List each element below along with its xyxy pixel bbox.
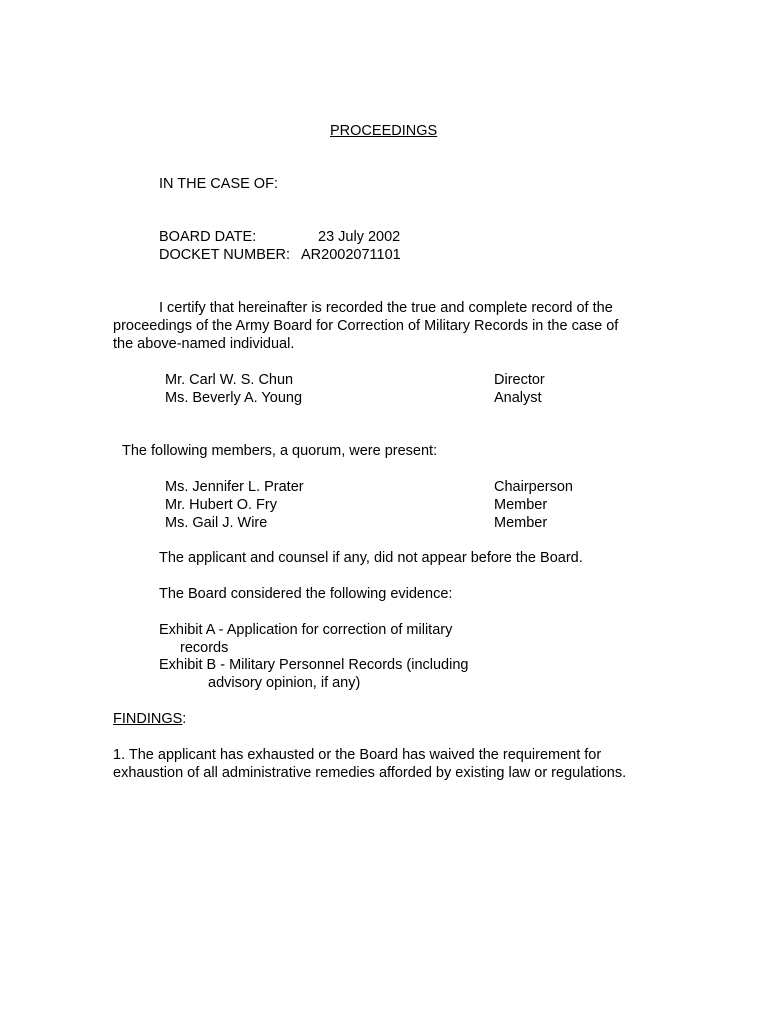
docket-number-label: DOCKET NUMBER: [159, 247, 291, 263]
findings-label: FINDINGS [113, 711, 183, 727]
board-date-value: 23 July 2002 [318, 229, 401, 245]
member-name: Ms. Gail J. Wire [165, 515, 268, 531]
member-name: Mr. Hubert O. Fry [165, 497, 277, 513]
member-name: Ms. Jennifer L. Prater [165, 479, 304, 495]
findings-colon: : [182, 711, 187, 727]
appearance-statement: The applicant and counsel if any, did not appear before the Board. [159, 550, 583, 566]
staff-role: Director [494, 372, 545, 388]
member-role: Member [494, 515, 548, 531]
certification-line: the above-named individual. [113, 336, 295, 352]
case-label: IN THE CASE OF: [159, 176, 278, 192]
exhibit-item: Exhibit A - Application for correction of military [159, 622, 453, 638]
member-role: Member [494, 497, 548, 513]
member-role: Chairperson [494, 479, 573, 495]
board-date-label: BOARD DATE: [159, 229, 257, 245]
certification-line: I certify that hereinafter is recorded the true and complete record of the [159, 300, 613, 316]
findings-heading [113, 710, 186, 728]
exhibit-item-continuation: advisory opinion, if any) [208, 675, 361, 691]
finding-line: exhaustion of all administrative remedies afforded by existing law or regulations. [113, 765, 627, 781]
staff-name: Ms. Beverly A. Young [165, 390, 303, 406]
staff-name: Mr. Carl W. S. Chun [165, 372, 294, 388]
staff-role: Analyst [494, 390, 542, 406]
finding-line: 1. The applicant has exhausted or the Board has waived the requirement for [113, 747, 602, 763]
certification-line: proceedings of the Army Board for Correction of Military Records in the case of [113, 318, 619, 334]
docket-number-value: AR2002071101 [301, 247, 401, 263]
evidence-statement: The Board considered the following evidence: [159, 586, 453, 602]
quorum-statement: The following members, a quorum, were present: [122, 443, 438, 459]
exhibit-item: Exhibit B - Military Personnel Records (including [159, 657, 469, 673]
page-title: PROCEEDINGS [330, 123, 438, 139]
exhibit-item-continuation: records [180, 640, 229, 656]
